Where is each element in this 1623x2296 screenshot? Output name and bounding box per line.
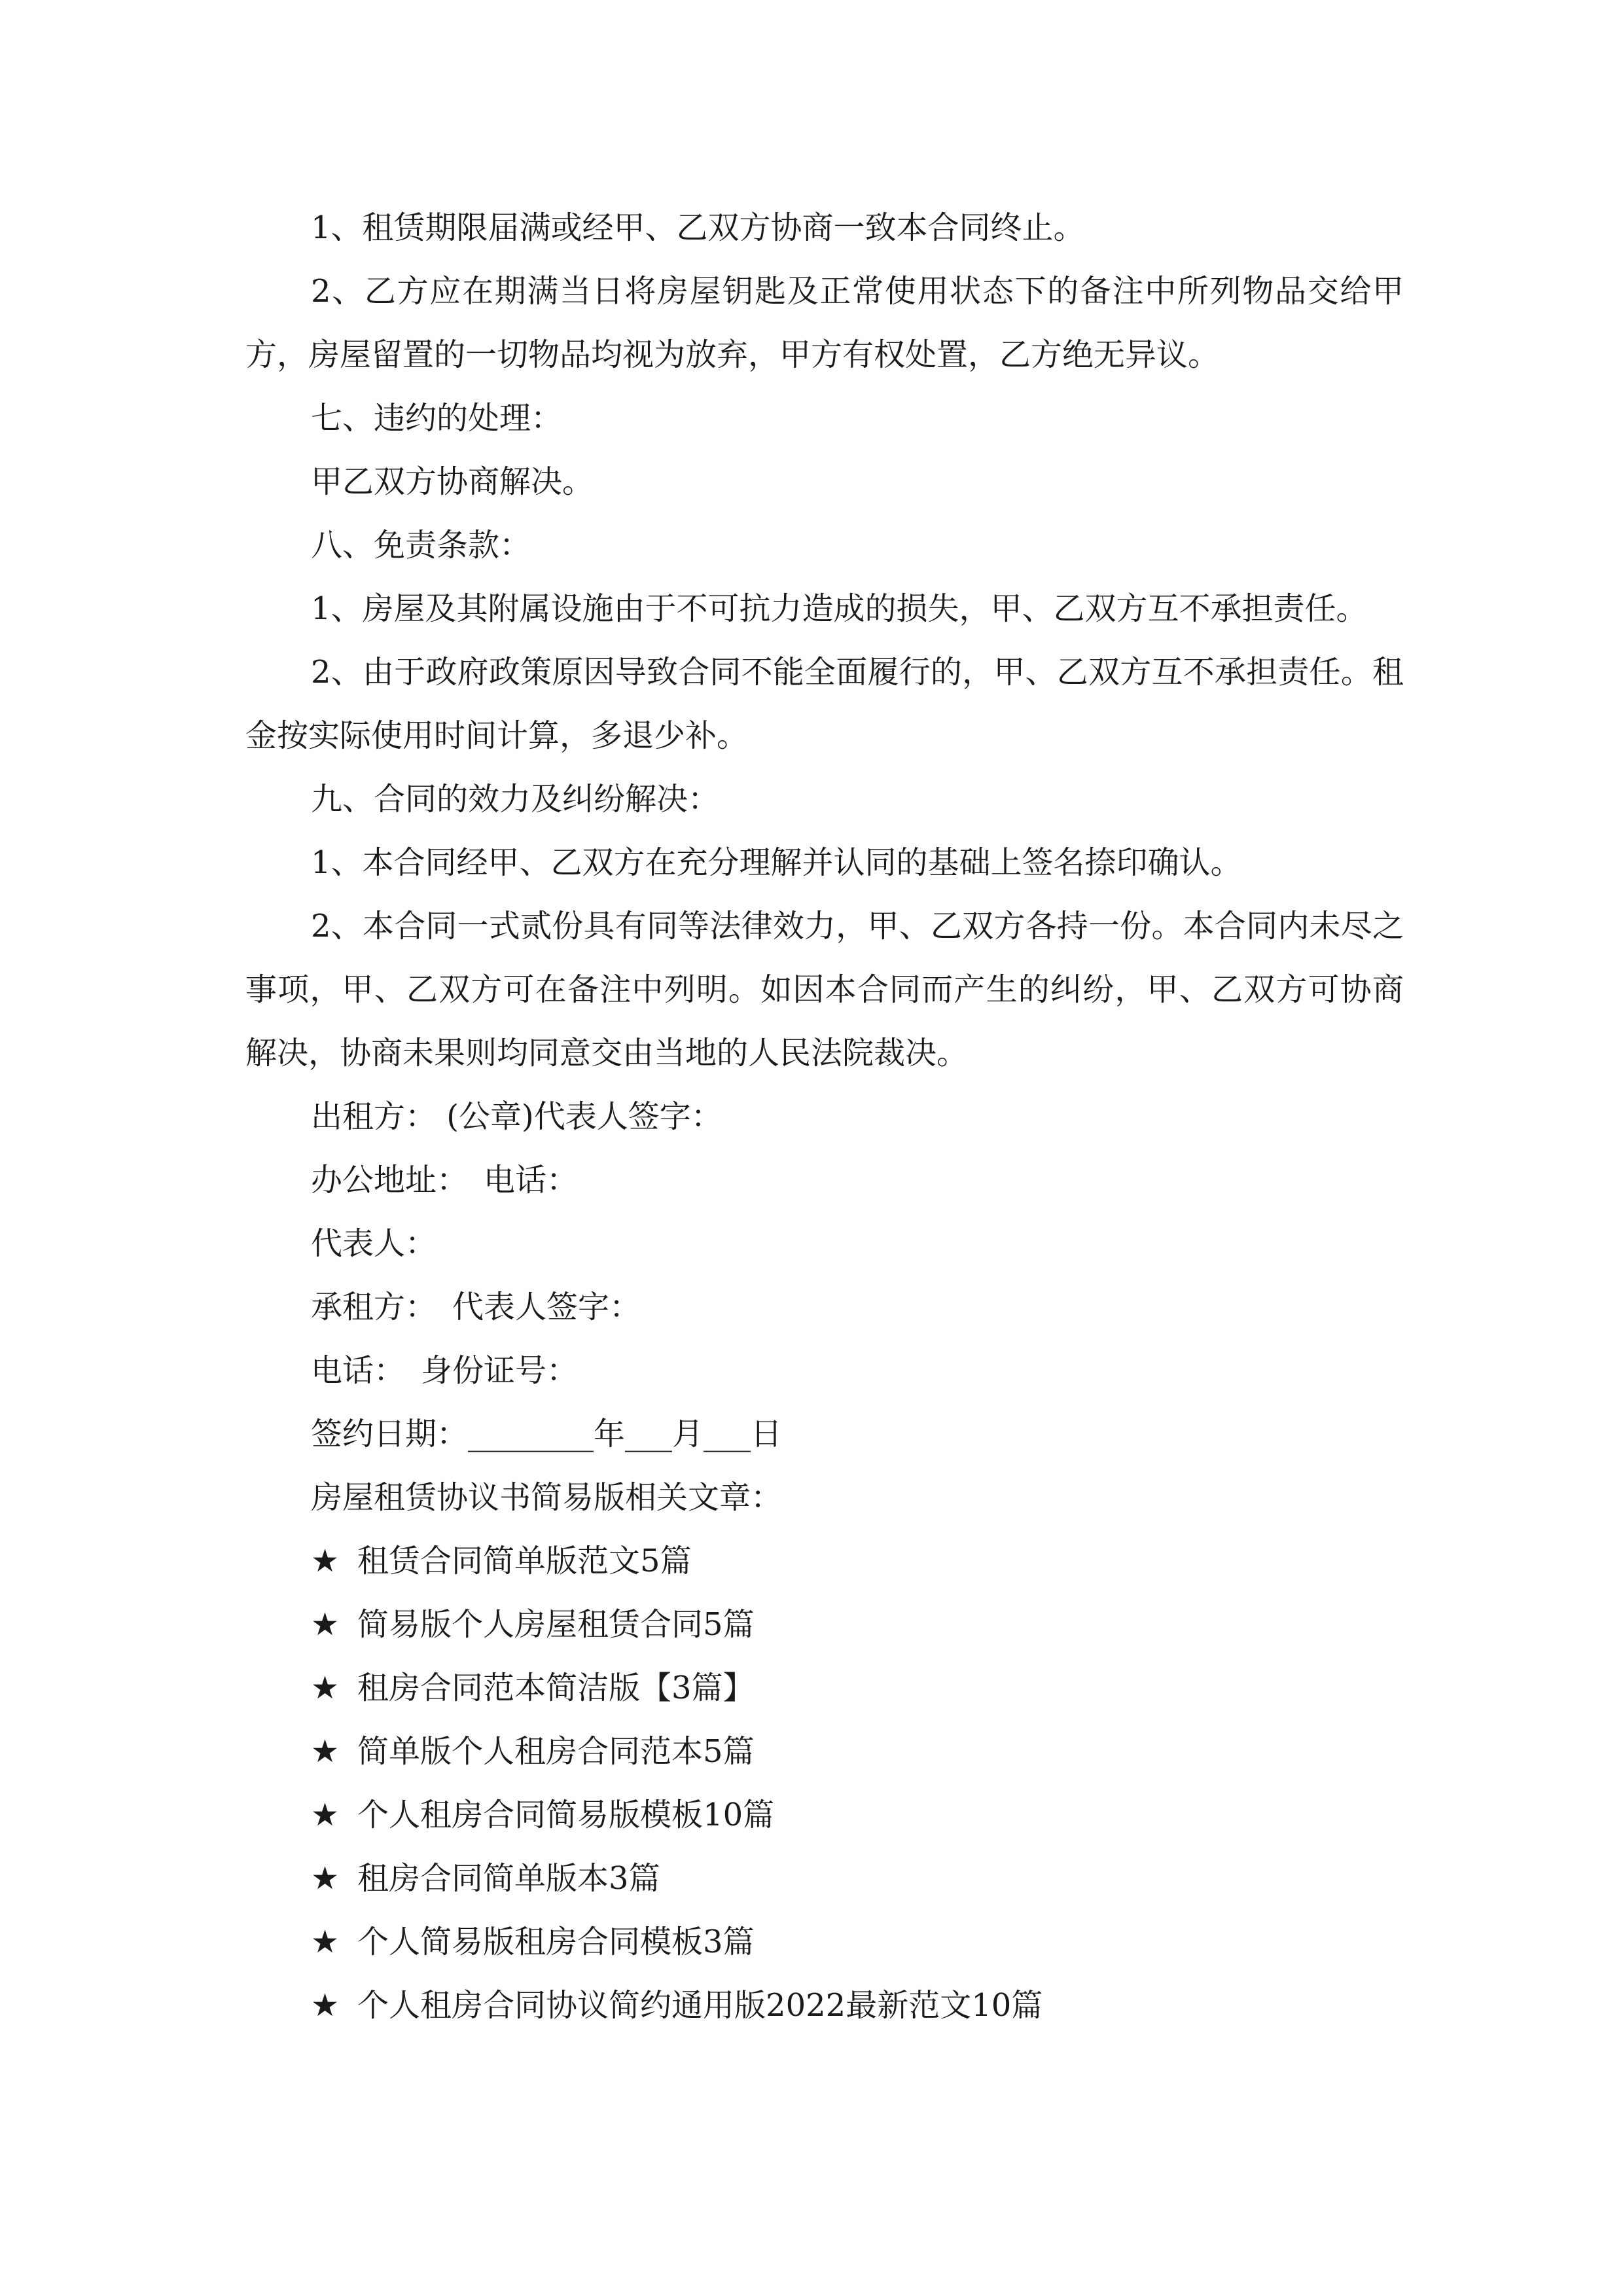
star-icon: ★ xyxy=(311,1543,340,1579)
star-icon: ★ xyxy=(311,1987,340,2024)
related-article-title: 个人简易版租房合同模板3篇 xyxy=(357,1924,755,1960)
signature-representative: 代表人： xyxy=(311,1225,437,1262)
clause-termination-1: 1、租赁期限届满或经甲、乙双方协商一致本合同终止。 xyxy=(311,209,1085,246)
related-article-link[interactable] xyxy=(245,1720,1404,1784)
related-article-title: 简易版个人房屋租赁合同5篇 xyxy=(357,1606,755,1643)
related-article-title: 租房合同范本简洁版【3篇】 xyxy=(357,1670,755,1706)
related-articles-heading: 房屋租赁协议书简易版相关文章： xyxy=(311,1479,783,1516)
star-icon: ★ xyxy=(311,1860,340,1897)
related-article-link[interactable] xyxy=(245,1910,1404,1974)
star-icon: ★ xyxy=(311,1797,340,1833)
signature-lessor: 出租方： (公章)代表人签字： xyxy=(311,1098,722,1135)
clause-exemption-1: 1、房屋及其附属设施由于不可抗力造成的损失，甲、乙双方互不承担责任。 xyxy=(311,590,1368,627)
signature-office-address: 办公地址： 电话： xyxy=(311,1162,579,1198)
star-icon: ★ xyxy=(311,1606,340,1643)
star-icon: ★ xyxy=(311,1924,340,1960)
related-article-title: 租房合同简单版本3篇 xyxy=(357,1860,660,1897)
related-article-title: 简单版个人租房合同范本5篇 xyxy=(357,1733,755,1770)
section-heading-validity: 九、合同的效力及纠纷解决： xyxy=(311,781,720,817)
related-article-link[interactable] xyxy=(245,1974,1404,2037)
related-article-link[interactable] xyxy=(245,1784,1404,1847)
section-heading-exemption: 八、免责条款： xyxy=(311,527,531,564)
related-article-link[interactable] xyxy=(245,1593,1404,1657)
related-article-link[interactable] xyxy=(245,1657,1404,1720)
related-article-link[interactable] xyxy=(245,1530,1404,1593)
star-icon: ★ xyxy=(311,1733,340,1770)
signature-date: 签约日期：________年___月___日 xyxy=(311,1416,783,1452)
clause-termination-2: 2、乙方应在期满当日将房屋钥匙及正常使用状态下的备注中所列物品交给甲方，房屋留置的一切物品均视为放弃，甲方有权处置，乙方绝无异议。 xyxy=(245,273,1404,373)
related-article-title: 个人租房合同协议简约通用版2022最新范文10篇 xyxy=(357,1987,1043,2024)
clause-validity-1: 1、本合同经甲、乙双方在充分理解并认同的基础上签名捺印确认。 xyxy=(311,844,1242,881)
section-heading-breach: 七、违约的处理： xyxy=(311,400,563,437)
related-article-title: 租赁合同简单版范文5篇 xyxy=(357,1543,692,1579)
related-articles-list xyxy=(245,1530,1404,2037)
document-body xyxy=(245,196,1404,2037)
related-article-title: 个人租房合同简易版模板10篇 xyxy=(357,1797,775,1833)
clause-breach-1: 甲乙双方协商解决。 xyxy=(311,463,594,500)
signature-phone-id: 电话： 身份证号： xyxy=(311,1352,579,1389)
clause-exemption-2: 2、由于政府政策原因导致合同不能全面履行的，甲、乙双方互不承担责任。租金按实际使用时间计算，多退少补。 xyxy=(245,654,1404,754)
clause-validity-2: 2、本合同一式贰份具有同等法律效力，甲、乙双方各持一份。本合同内未尽之事项，甲、乙双方可在备注中列明。如因本合同而产生的纠纷，甲、乙双方可协商解决，协商未果则均同意交由当地的人民法院裁决。 xyxy=(245,908,1404,1071)
related-article-link[interactable] xyxy=(245,1847,1404,1910)
star-icon: ★ xyxy=(311,1670,340,1706)
signature-lessee: 承租方： 代表人签字： xyxy=(311,1289,641,1325)
